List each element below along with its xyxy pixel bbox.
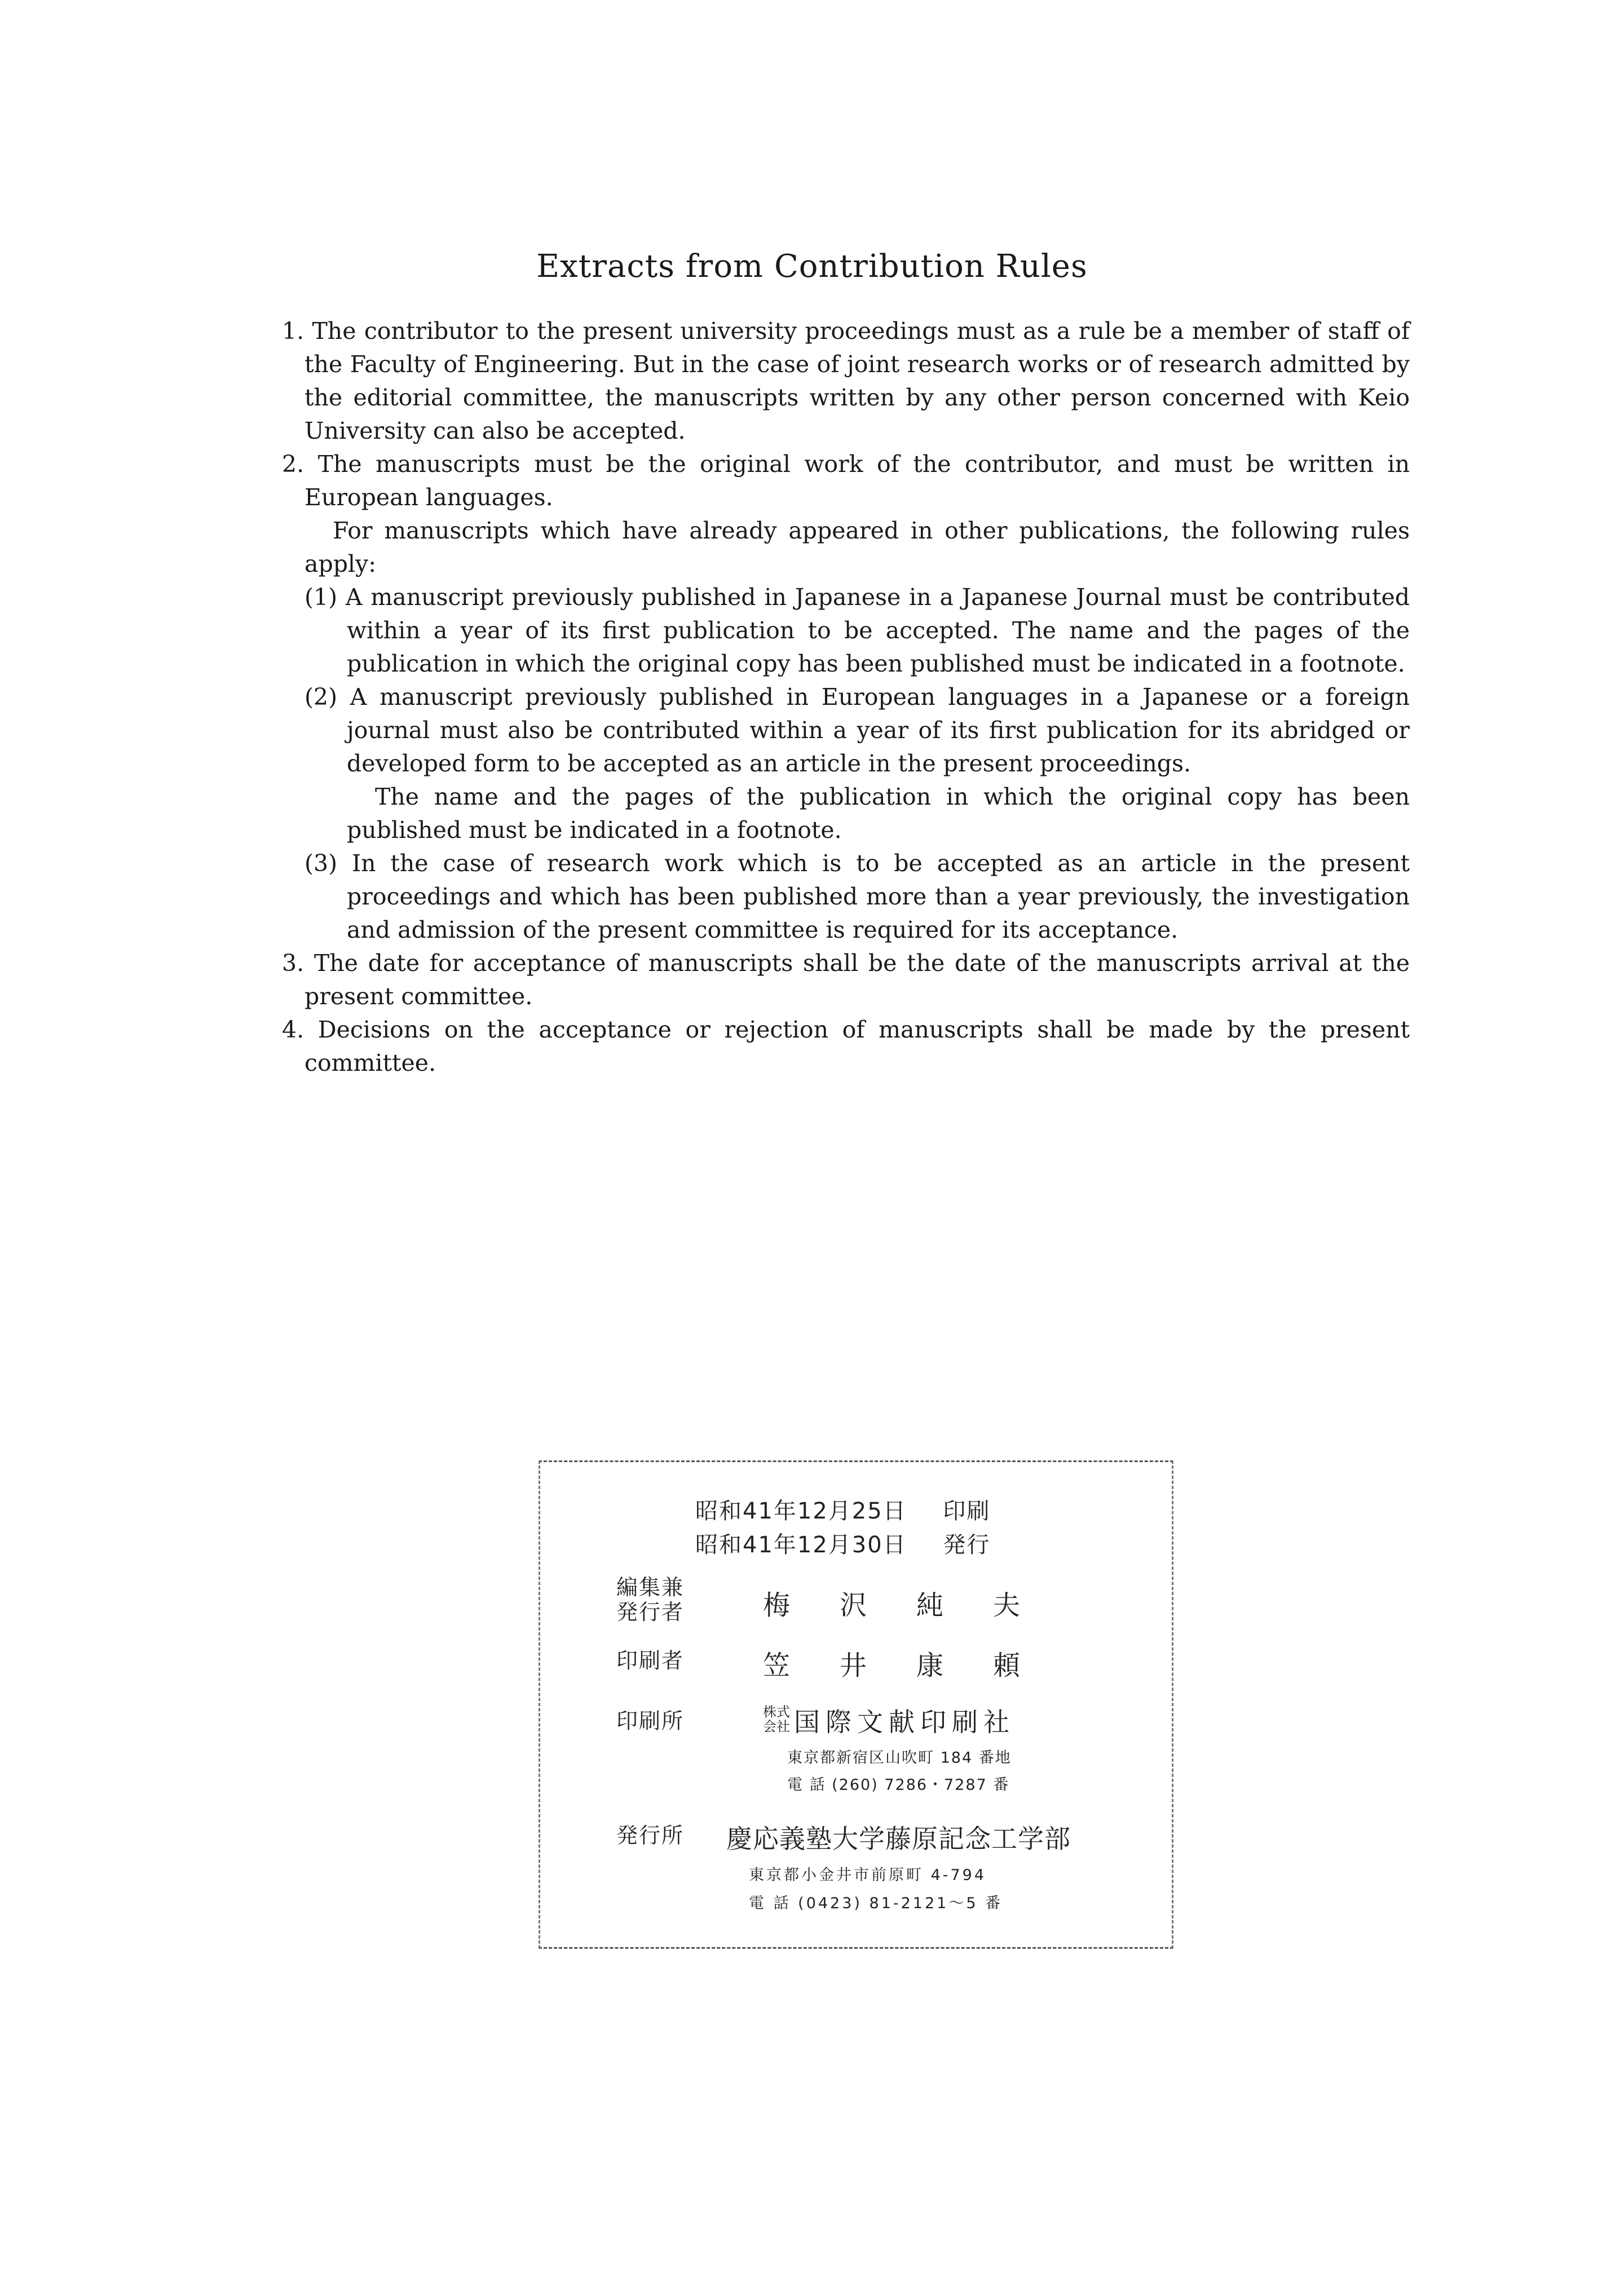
editor-label-line-1: 編集兼 <box>616 1575 685 1600</box>
rule-3: 3. The date for acceptance of manuscripts shall be the date of the manuscripts arrival at the present committee. <box>282 950 1410 1010</box>
rule-2-1: (1) A manuscript previously published in Japanese in a Japanese Journal must be contributed within a year of its first publication to be accepted. The name and the pages of the publication in which the original copy has been published must be indicated in a footnote. <box>304 584 1410 677</box>
printshop-corp-type-1: 株式 <box>763 1704 790 1720</box>
publisher-address: 東京都小金井市前原町 4-794 <box>749 1866 987 1884</box>
publisher-phone: 電 話 (0423) 81-2121～5 番 <box>749 1895 1003 1912</box>
printshop-phone: 電 話 (260) 7286・7287 番 <box>787 1776 1010 1794</box>
publisher-name: 慶応義塾大学藤原記念工学部 <box>726 1824 1071 1854</box>
rule-2-paragraph: For manuscripts which have already appeared in other publications, the following rules apply: <box>304 517 1410 577</box>
rule-2-2-paragraph: The name and the pages of the publication in which the original copy has been published must be indicated in a footnote. <box>347 783 1410 844</box>
page-title: Extracts from Contribution Rules <box>536 248 1088 285</box>
print-date: 昭和41年12月25日 <box>695 1498 907 1524</box>
printshop-corp-type <box>763 1705 790 1734</box>
contribution-rules <box>282 315 1410 1080</box>
printer-name: 笠井康頼 <box>763 1650 1070 1681</box>
editor-label-line-2: 発行者 <box>616 1600 685 1625</box>
rule-1: 1. The contributor to the present university proceedings must as a rule be a member of staff of the Faculty of Engineering. But in the case of joint research works or of research admitted by the editorial committee, the manuscripts written by any other person concerned with Keio University can also be accepted. <box>282 317 1410 444</box>
printshop-name: 国際文献印刷社 <box>794 1707 1015 1737</box>
issue-date: 昭和41年12月30日 <box>695 1532 907 1558</box>
print-label: 印刷 <box>943 1498 991 1524</box>
rule-4: 4. Decisions on the acceptance or rejection of manuscripts shall be made by the present committee. <box>282 1016 1410 1076</box>
issue-label: 発行 <box>943 1532 991 1558</box>
printer-label: 印刷者 <box>616 1648 685 1673</box>
publisher-label: 発行所 <box>616 1823 685 1848</box>
printshop-label: 印刷所 <box>616 1709 685 1733</box>
print-date-line <box>695 1493 990 1525</box>
rule-2-3: (3) In the case of research work which is to be accepted as an article in the present proceedings and which has been published more than a year previously, the investigation and admission of the present committee is required for its acceptance. <box>304 850 1410 943</box>
rule-2-2: (2) A manuscript previously published in European languages in a Japanese or a foreign journal must also be contributed within a year of its first publication for its abridged or developed form to be accepted as an article in the present proceedings. <box>304 683 1410 777</box>
issue-date-line <box>695 1527 990 1559</box>
editor-name: 梅沢純夫 <box>763 1590 1070 1621</box>
printshop-corp-type-2: 会社 <box>763 1719 790 1734</box>
printshop-address: 東京都新宿区山吹町 184 番地 <box>787 1749 1012 1767</box>
rule-2: 2. The manuscripts must be the original work of the contributor, and must be written in European languages. <box>282 451 1410 511</box>
colophon-box <box>539 1460 1173 1949</box>
editor-label <box>616 1575 684 1625</box>
